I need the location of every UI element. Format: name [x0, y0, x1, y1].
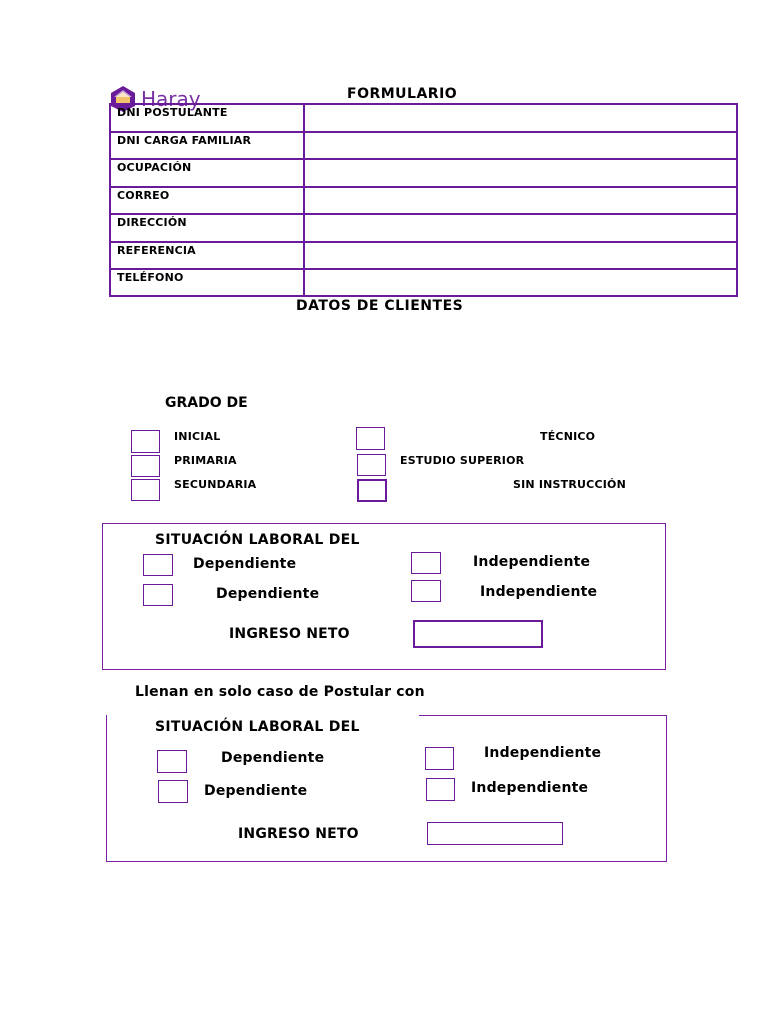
independiente-label: Independiente: [484, 745, 602, 761]
inicial-checkbox[interactable]: [131, 430, 160, 453]
logo-text: Haray: [141, 87, 201, 111]
form-row-referencia: [111, 243, 736, 271]
ingreso-neto-label: INGRESO NETO: [229, 626, 350, 642]
referencia-field[interactable]: [303, 243, 736, 269]
form-row-telefono: [111, 270, 736, 295]
section-title: DATOS DE CLIENTES: [296, 298, 464, 314]
dependiente-label: Dependiente: [193, 556, 297, 572]
dni-carga-familiar-field[interactable]: [303, 133, 736, 159]
form-label: REFERENCIA: [117, 243, 196, 257]
form-label: DNI CARGA FAMILIAR: [117, 133, 252, 147]
primaria-label: PRIMARIA: [174, 454, 237, 467]
telefono-field[interactable]: [303, 270, 736, 295]
dependiente-label: Dependiente: [204, 783, 308, 799]
form-row-ocupacion: [111, 160, 736, 188]
form-label: DIRECCIÓN: [117, 216, 187, 229]
form-row-dni-carga-familiar: [111, 133, 736, 161]
conditional-note: Llenan en solo caso de Postular con: [135, 684, 425, 700]
independiente-label: Independiente: [480, 584, 598, 600]
estudio-superior-label: ESTUDIO SUPERIOR: [400, 454, 525, 467]
secundaria-checkbox[interactable]: [131, 479, 160, 501]
situacion-laboral-panel-1: [102, 523, 666, 670]
situacion-laboral-heading: SITUACIÓN LABORAL DEL: [155, 532, 360, 548]
secundaria-label: SECUNDARIA: [174, 478, 257, 491]
direccion-field[interactable]: [303, 215, 736, 241]
independiente-checkbox-1[interactable]: [411, 552, 441, 574]
correo-field[interactable]: [303, 188, 736, 214]
independiente-label: Independiente: [471, 780, 589, 796]
form-label: CORREO: [117, 188, 170, 202]
dependiente-checkbox-2[interactable]: [143, 584, 173, 606]
independiente-label: Independiente: [473, 554, 591, 570]
ingreso-neto-field[interactable]: [427, 822, 563, 845]
ingreso-neto-field[interactable]: [413, 620, 543, 648]
inicial-label: INICIAL: [174, 430, 221, 443]
dependiente-checkbox-1[interactable]: [143, 554, 173, 576]
form-row-dni-postulante: [111, 105, 736, 133]
client-form-table: [109, 103, 738, 297]
tecnico-label: TÉCNICO: [540, 430, 596, 443]
situacion-laboral-heading: SITUACIÓN LABORAL DEL: [155, 719, 360, 735]
panel-top-border: [419, 715, 666, 716]
situacion-laboral-panel-2: [106, 715, 667, 862]
form-row-direccion: [111, 215, 736, 243]
dni-postulante-field[interactable]: [303, 105, 736, 131]
grado-heading: GRADO DE: [165, 395, 248, 411]
sin-instruccion-checkbox[interactable]: [357, 479, 387, 502]
dependiente-checkbox-4[interactable]: [158, 780, 188, 803]
dependiente-checkbox-3[interactable]: [157, 750, 187, 773]
page-title: FORMULARIO: [347, 86, 458, 102]
estudio-superior-checkbox[interactable]: [357, 454, 386, 476]
independiente-checkbox-4[interactable]: [426, 778, 455, 801]
form-row-correo: [111, 188, 736, 216]
form-label: TELÉFONO: [117, 271, 184, 284]
dependiente-label: Dependiente: [216, 586, 320, 602]
form-label: OCUPACIÓN: [117, 161, 192, 174]
ingreso-neto-label: INGRESO NETO: [238, 826, 359, 842]
independiente-checkbox-2[interactable]: [411, 580, 441, 602]
form-label: DNI POSTULANTE: [117, 106, 228, 119]
tecnico-checkbox[interactable]: [356, 427, 385, 450]
sin-instruccion-label: SIN INSTRUCCIÓN: [513, 478, 626, 491]
independiente-checkbox-3[interactable]: [425, 747, 454, 770]
dependiente-label: Dependiente: [221, 750, 325, 766]
primaria-checkbox[interactable]: [131, 455, 160, 477]
ocupacion-field[interactable]: [303, 160, 736, 186]
